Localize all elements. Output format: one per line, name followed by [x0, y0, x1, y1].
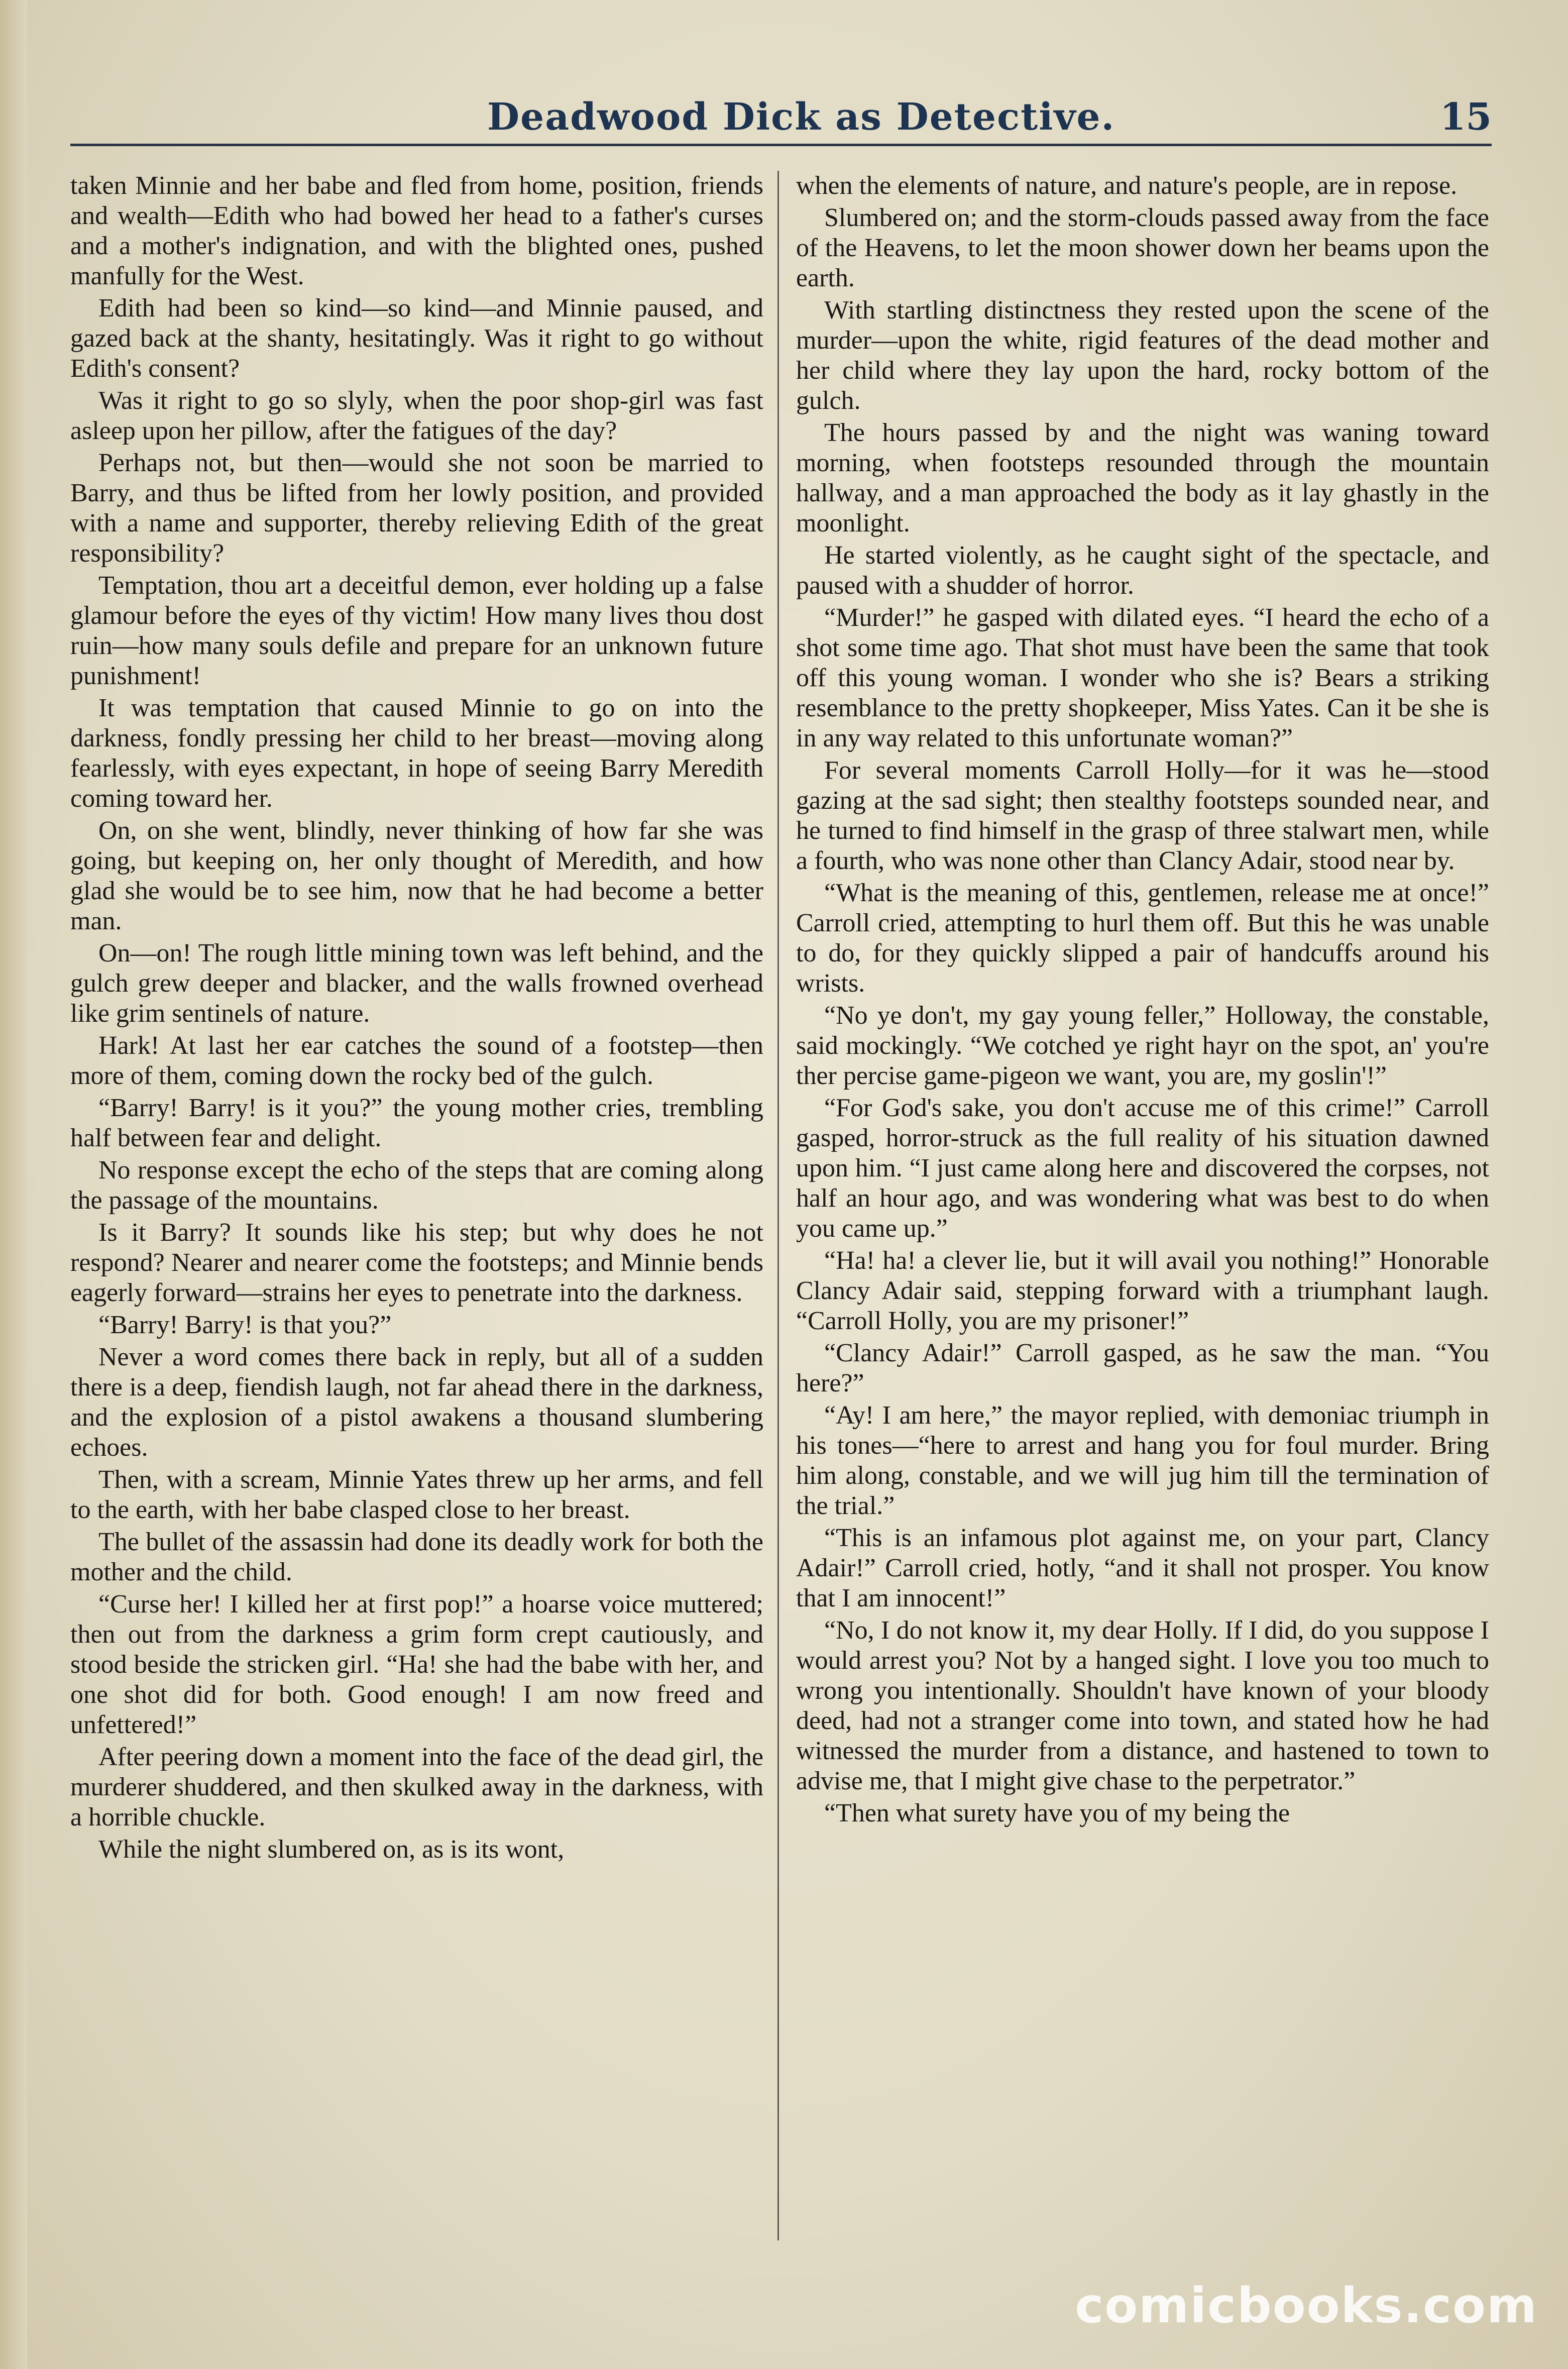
running-header — [70, 85, 1492, 151]
page-number: 15 — [1440, 95, 1492, 139]
paragraph: With startling distinctness they rested upon the scene of the murder—upon the white, rigid features of the dead mother and her child where they lay upon the hard, rocky bottom of the gulch. — [796, 296, 1489, 415]
left-column — [70, 171, 763, 2250]
paragraph: “This is an infamous plot against me, on your part, Clancy Adair!” Carroll cried, hotly, “and it shall not prosper. You know that I am innocent!” — [796, 1524, 1489, 1612]
paragraph: While the night slumbered on, as is its wont, — [98, 1835, 565, 1864]
paragraph: when the elements of nature, and nature's people, are in repose. — [796, 171, 1458, 200]
paragraph: “Barry! Barry! is that you?” — [98, 1311, 392, 1339]
paragraph: taken Minnie and her babe and fled from home, position, friends and wealth—Edith who had bowed her head to a father's curses and a mother's indignation, and with the blighted ones, pushed manfully for the West. — [70, 171, 763, 290]
paragraph: Never a word comes there back in reply, but all of a sudden there is a deep, fiendish laugh, not far ahead there in the darkness, and the explosion of a pistol awakens a thousand slumbering echoes. — [70, 1343, 763, 1462]
paragraph: Temptation, thou art a deceitful demon, ever holding up a false glamour before the eyes of thy victim! How many lives thou dost ruin—how many souls defile and prepare for an unknown future punishment! — [70, 571, 763, 690]
paragraph: “No ye don't, my gay young feller,” Holloway, the constable, said mockingly. “We cotched ye right hayr on the spot, an' you're ther percise game-pigeon we want, you are, my goslin'!” — [796, 1001, 1489, 1090]
paragraph: “Clancy Adair!” Carroll gasped, as he saw the man. “You here?” — [796, 1339, 1489, 1397]
paragraph: On—on! The rough little mining town was left behind, and the gulch grew deeper and blacker, and the walls frowned overhead like grim sentinels of nature. — [70, 939, 763, 1028]
paragraph: Is it Barry? It sounds like his step; but why does he not respond? Nearer and nearer come the footsteps; and Minnie bends eagerly forward—strains her eyes to penetrate into the darkness. — [70, 1218, 763, 1307]
column-divider — [777, 171, 779, 2240]
paragraph: On, on she went, blindly, never thinking of how far she was going, but keeping on, her only thought of Meredith, and how glad she would be to see him, now that he had become a better man. — [70, 816, 763, 935]
right-column — [796, 171, 1489, 2250]
paragraph: The hours passed by and the night was waning toward morning, when footsteps resounded through the mountain hallway, and a man approached the body as it lay ghastly in the moonlight. — [796, 418, 1489, 537]
paragraph: Perhaps not, but then—would she not soon be married to Barry, and thus be lifted from her lowly position, and provided with a name and supporter, thereby relieving Edith of the great responsibility? — [70, 449, 763, 568]
paragraph: “Ha! ha! a clever lie, but it will avail you nothing!” Honorable Clancy Adair said, stepping forward with a triumphant laugh. “Carroll Holly, you are my prisoner!” — [796, 1246, 1489, 1335]
paragraph: Then, with a scream, Minnie Yates threw up her arms, and fell to the earth, with her babe clasped close to her breast. — [70, 1465, 763, 1524]
paragraph: Was it right to go so slyly, when the poor shop-girl was fast asleep upon her pillow, after the fatigues of the day? — [70, 386, 763, 445]
paragraph: For several moments Carroll Holly—for it was he—stood gazing at the sad sight; then stealthy footsteps sounded near, and he turned to find himself in the grasp of three stalwart men, while a fourth, who was none other than Clancy Adair, stood near by. — [796, 756, 1489, 875]
paragraph: “What is the meaning of this, gentlemen, release me at once!” Carroll cried, attempting to hurl them off. But this he was unable to do, for they quickly slipped a pair of handcuffs around his wrists. — [796, 879, 1489, 998]
paragraph: “Murder!” he gasped with dilated eyes. “I heard the echo of a shot some time ago. That shot must have been the same that took off this young woman. I wonder who she is? Bears a striking resemblance to the pretty shopkeeper, Miss Yates. Can it be she is in any way related to this unfortunate woman?” — [796, 603, 1489, 752]
paragraph: The bullet of the assassin had done its deadly work for both the mother and the child. — [70, 1528, 763, 1586]
paragraph: “No, I do not know it, my dear Holly. If I did, do you suppose I would arrest you? Not by a hanged sight. I love you too much to wrong you intentionally. Shouldn't have known of your bloody deed, had not a stranger come into town, and stated how he had witnessed the murder from a distance, and hastened to town to advise me, that I might give chase to the perpetrator.” — [796, 1616, 1489, 1795]
paragraph: “Barry! Barry! is it you?” the young mother cries, trembling half between fear and delight. — [70, 1094, 763, 1152]
paragraph: It was temptation that caused Minnie to go on into the darkness, fondly pressing her child to her breast—moving along fearlessly, with eyes expectant, in hope of seeing Barry Meredith coming toward her. — [70, 694, 763, 813]
paragraph: Slumbered on; and the storm-clouds passed away from the face of the Heavens, to let the moon shower down her beams upon the earth. — [796, 203, 1489, 292]
paragraph: “Ay! I am here,” the mayor replied, with demoniac triumph in his tones—“here to arrest and hang you for foul murder. Bring him along, constable, and we will jug him till the termination of the trial.” — [796, 1401, 1489, 1520]
paragraph: “Curse her! I killed her at first pop!” a hoarse voice muttered; then out from the darkness a grim form crept cautiously, and stood beside the stricken girl. “Ha! she had the babe with her, and one shot did for both. Good enough! I am now freed and unfettered!” — [70, 1590, 763, 1739]
paragraph: “For God's sake, you don't accuse me of this crime!” Carroll gasped, horror-struck as the full reality of his situation dawned upon him. “I just came along here and discovered the corpses, not half an hour ago, and was wondering what was best to do when you came up.” — [796, 1094, 1489, 1243]
running-title: Deadwood Dick as Detective. — [487, 95, 1115, 139]
paragraph: No response except the echo of the steps that are coming along the passage of the mountains. — [70, 1156, 763, 1215]
site-watermark: comicbooks.com — [1075, 2278, 1538, 2334]
paragraph: He started violently, as he caught sight of the spectacle, and paused with a shudder of horror. — [796, 541, 1489, 600]
page-binding-edge — [0, 0, 27, 2369]
header-rule — [70, 144, 1492, 146]
paragraph: “Then what surety have you of my being the — [824, 1799, 1290, 1827]
paragraph: After peering down a moment into the face of the dead girl, the murderer shuddered, and then skulked away in the darkness, with a horrible chuckle. — [70, 1743, 763, 1832]
paragraph: Edith had been so kind—so kind—and Minnie paused, and gazed back at the shanty, hesitatingly. Was it right to go without Edith's consent? — [70, 294, 763, 383]
paragraph: Hark! At last her ear catches the sound of a footstep—then more of them, coming down the rocky bed of the gulch. — [70, 1031, 763, 1090]
